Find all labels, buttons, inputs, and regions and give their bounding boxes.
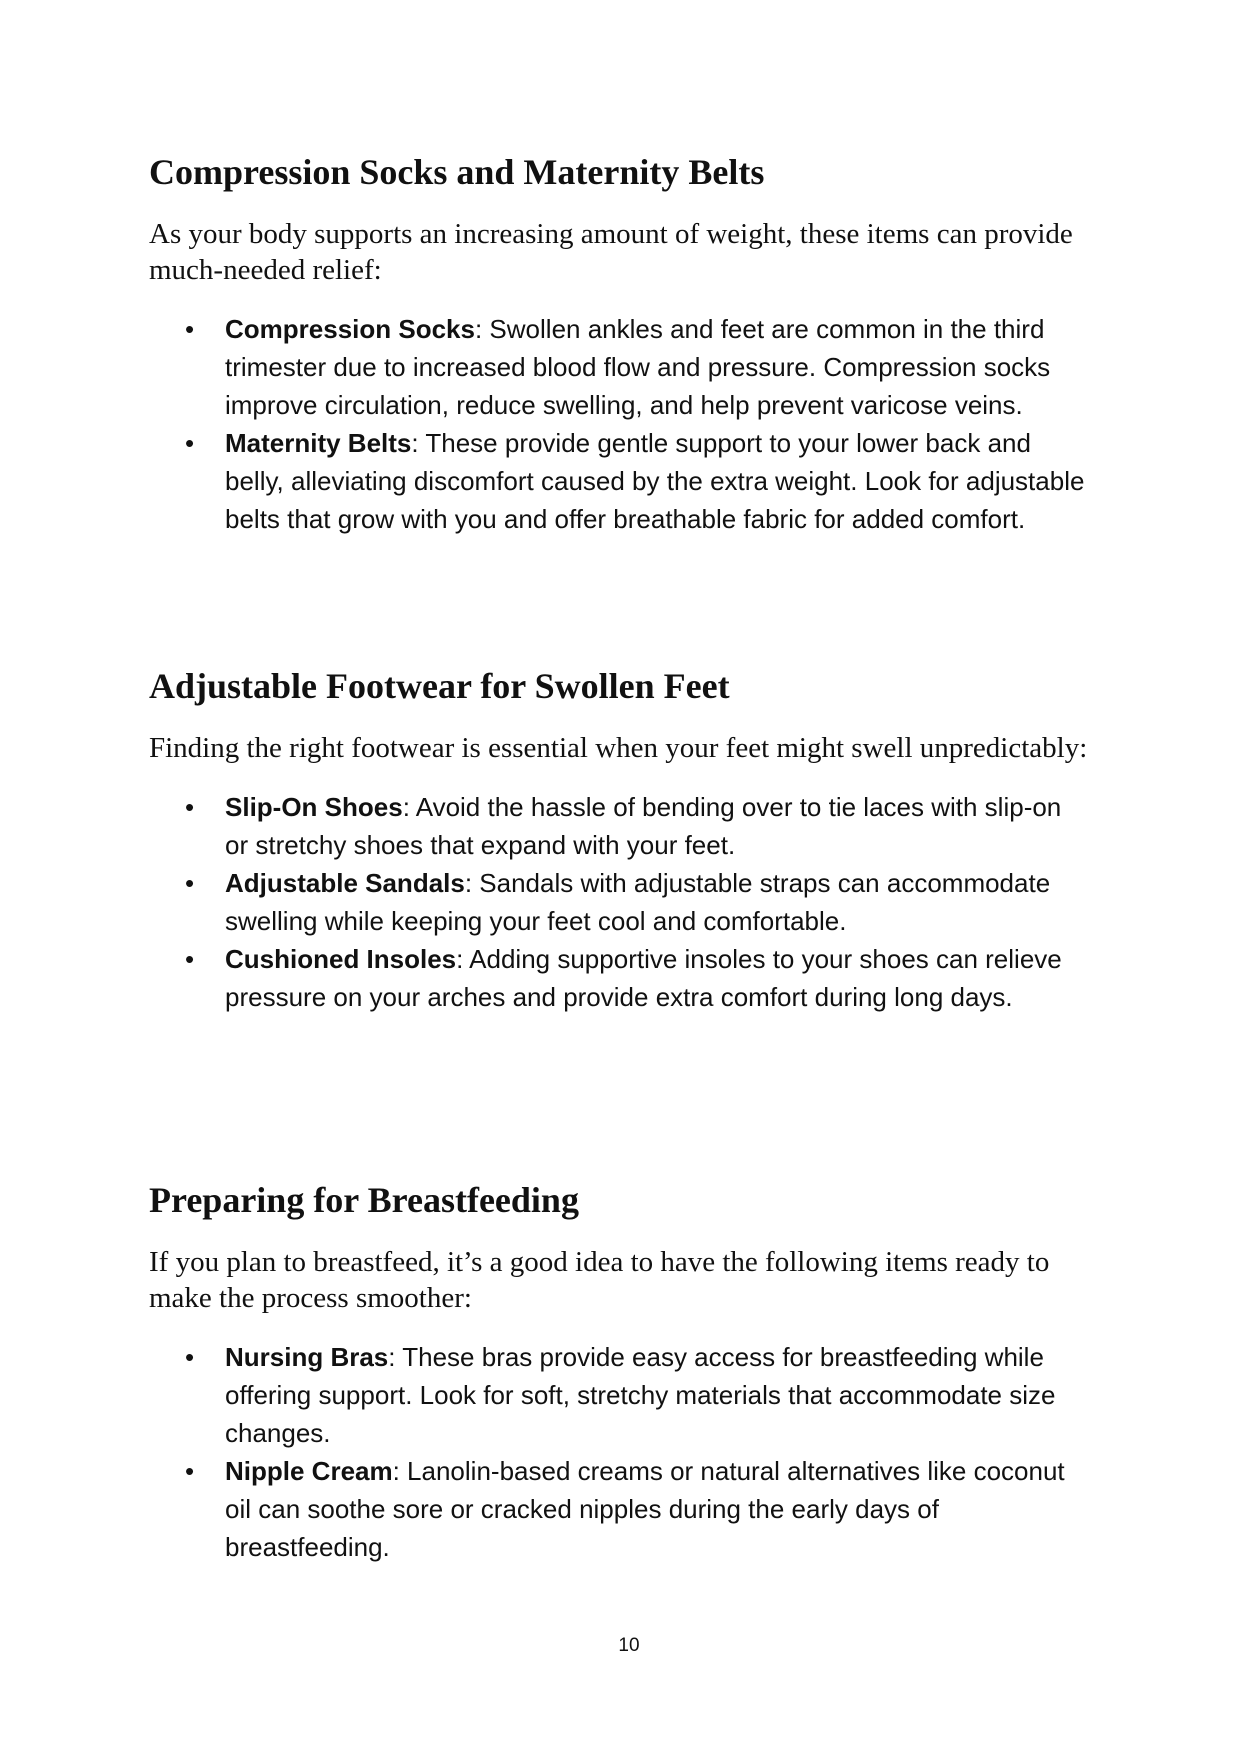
- section-adjustable-footwear: [149, 664, 1109, 1016]
- list-item: [149, 788, 1085, 864]
- list-item-text: : Lanolin-based creams or natural alternatives like coconut oil can soothe sore or cracked nipples during the early days of breastfeeding.: [225, 1456, 1065, 1562]
- list-item-text: : Avoid the hassle of bending over to tie laces with slip-on or stretchy shoes that expand with your feet.: [225, 792, 1062, 860]
- document-page: [149, 0, 1109, 1755]
- page-number: 10: [618, 1635, 640, 1656]
- list-item: [149, 1452, 1085, 1566]
- section-compression-socks: [149, 150, 1109, 538]
- section-intro: As your body supports an increasing amount of weight, these items can provide much-needed relief:: [149, 218, 1073, 286]
- list-item: [149, 1338, 1085, 1452]
- list-item: [149, 940, 1085, 1016]
- section-heading: Preparing for Breastfeeding: [149, 1180, 579, 1220]
- list-item: [149, 864, 1085, 940]
- list-item-text: : Adding supportive insoles to your shoes can relieve pressure on your arches and provide extra comfort during long days.: [225, 944, 1062, 1012]
- list-item-text: : Sandals with adjustable straps can accommodate swelling while keeping your feet cool and comfortable.: [225, 868, 1051, 936]
- bullet-icon: •: [185, 868, 195, 898]
- bullet-list: [149, 1338, 1109, 1566]
- list-item-term: Maternity Belts: [225, 428, 412, 458]
- list-item-text: : Swollen ankles and feet are common in the third trimester due to increased blood flow and pressure. Compression socks improve circulation, reduce swelling, and help prevent varicose veins.: [225, 314, 1051, 420]
- bullet-icon: •: [185, 428, 195, 458]
- section-breastfeeding: [149, 1178, 1109, 1566]
- bullet-icon: •: [185, 314, 195, 344]
- list-item: [149, 310, 1085, 424]
- list-item-term: Cushioned Insoles: [225, 944, 457, 974]
- section-heading: Compression Socks and Maternity Belts: [149, 152, 765, 192]
- list-item-text: : These bras provide easy access for breastfeeding while offering support. Look for soft, stretchy materials that accommodate size changes.: [225, 1342, 1056, 1448]
- list-item-term: Compression Socks: [225, 314, 475, 344]
- bullet-list: [149, 788, 1109, 1016]
- list-item-term: Nursing Bras: [225, 1342, 389, 1372]
- bullet-icon: •: [185, 792, 195, 822]
- list-item: [149, 424, 1085, 538]
- bullet-icon: •: [185, 1456, 195, 1486]
- list-item-text: : These provide gentle support to your lower back and belly, alleviating discomfort caused by the extra weight. Look for adjustable belts that grow with you and offer breathable fabric for added comfort.: [225, 428, 1085, 534]
- list-item-term: Adjustable Sandals: [225, 868, 465, 898]
- bullet-list: [149, 310, 1109, 538]
- bullet-icon: •: [185, 944, 195, 974]
- section-intro: Finding the right footwear is essential when your feet might swell unpredictably:: [149, 732, 1088, 764]
- list-item-term: Slip-On Shoes: [225, 792, 403, 822]
- list-item-term: Nipple Cream: [225, 1456, 393, 1486]
- section-heading: Adjustable Footwear for Swollen Feet: [149, 666, 730, 706]
- section-intro: If you plan to breastfeed, it’s a good idea to have the following items ready to make the process smoother:: [149, 1246, 1050, 1314]
- bullet-icon: •: [185, 1342, 195, 1372]
